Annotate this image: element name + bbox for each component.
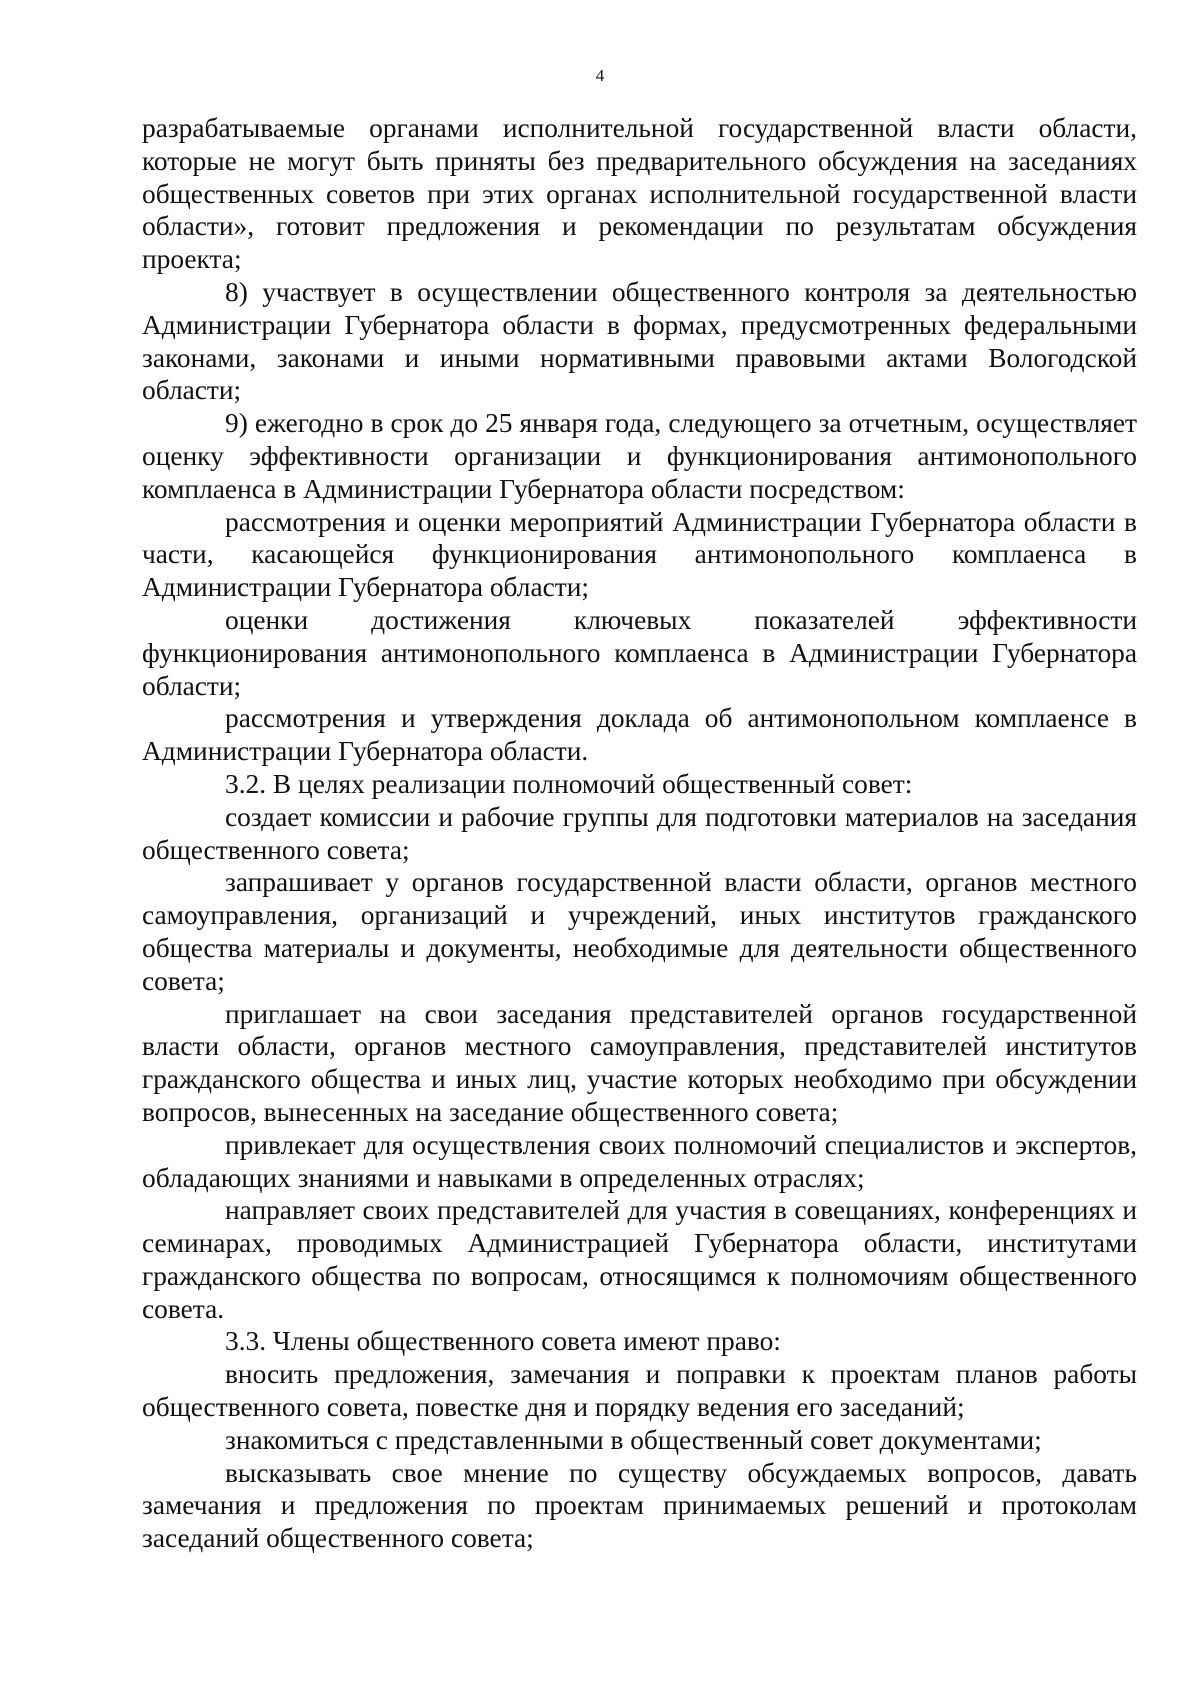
paragraph: знакомиться с представленными в общественный совет документами; (225, 1424, 1042, 1455)
paragraph: создает комиссии и рабочие группы для подготовки материалов на заседания общественного совета; (142, 801, 1137, 865)
paragraph: разрабатываемые органами исполнительной государственной власти области, которые не могут быть приняты без предварительного обсуждения на заседаниях общественных советов при этих органах исполнительной государственной власти области», готовит предложения и рекомендации по результатам обсуждения проекта; (142, 113, 1137, 275)
document-body (142, 112, 1137, 1555)
section-heading: 3.2. В целях реализации полномочий общественный совет: (225, 768, 913, 799)
paragraph: 8) участвует в осуществлении общественного контроля за деятельностью Администрации Губернатора области в формах, предусмотренных федеральными законами, законами и иными нормативными правовыми актами Вологодской области; (142, 276, 1137, 406)
paragraph: запрашивает у органов государственной власти области, органов местного самоуправления, организаций и учреждений, иных институтов гражданского общества материалы и документы, необходимые для деятельности общественного совета; (142, 867, 1137, 996)
paragraph: рассмотрения и утверждения доклада об антимонопольном комплаенсе в Администрации Губернатора области. (142, 703, 1137, 767)
paragraph: вносить предложения, замечания и поправки к проектам планов работы общественного совета, повестке дня и порядку ведения его заседаний; (142, 1359, 1137, 1423)
section-heading: 3.3. Члены общественного совета имеют право: (225, 1326, 781, 1357)
paragraph: оценки достижения ключевых показателей эффективности функционирования антимонопольного комплаенса в Администрации Губернатора области; (142, 604, 1137, 701)
paragraph: высказывать свое мнение по существу обсуждаемых вопросов, давать замечания и предложения по проектам принимаемых решений и протоколам заседаний общественного совета; (142, 1457, 1137, 1554)
paragraph: 9) ежегодно в срок до 25 января года, следующего за отчетным, осуществляет оценку эффективности организации и функционирования антимонопольного комплаенса в Администрации Губернатора области посредством: (142, 408, 1137, 504)
paragraph: направляет своих представителей для участия в совещаниях, конференциях и семинарах, проводимых Администрацией Губернатора области, институтами гражданского общества по вопросам, относящимся к полномочиям общественного совета. (142, 1195, 1137, 1324)
paragraph: привлекает для осуществления своих полномочий специалистов и экспертов, обладающих знаниями и навыками в определенных отраслях; (142, 1129, 1137, 1193)
paragraph: приглашает на свои заседания представителей органов государственной власти области, органов местного самоуправления, представителей институтов гражданского общества и иных лиц, участие которых необходимо при обсуждении вопросов, вынесенных на заседание общественного совета; (142, 998, 1137, 1127)
page-number: 4 (595, 66, 605, 85)
paragraph: рассмотрения и оценки мероприятий Администрации Губернатора области в части, касающейся функционирования антимонопольного комплаенса в Администрации Губернатора области; (142, 506, 1137, 603)
